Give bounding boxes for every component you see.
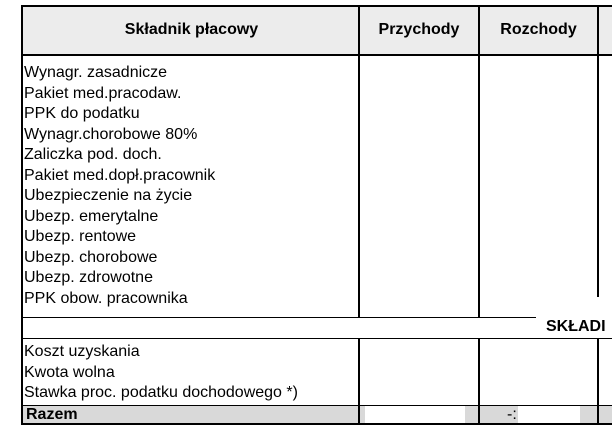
items-list: [24, 63, 215, 309]
header-extra: [599, 5, 612, 56]
total-label: Razem: [26, 406, 78, 423]
total-expense-value: -:: [507, 406, 517, 423]
list-item: Pakiet med.dopł.pracownik: [24, 166, 216, 184]
col-sep-3-top: [597, 5, 599, 297]
list-item: PPK obow. pracownika: [24, 289, 188, 307]
total-sep-1: [358, 405, 360, 425]
list-item: Zaliczka pod. doch.: [24, 146, 162, 163]
col-sep-3-bottom: [597, 338, 599, 406]
list-item: Wynagr.chorobowe 80%: [24, 125, 198, 143]
col-sep-1-top: [358, 5, 360, 317]
list-item: Wynagr. zasadnicze: [24, 64, 168, 81]
total-sep-3: [597, 405, 599, 425]
list-item: Ubezp. chorobowe: [24, 248, 158, 266]
header-income: [360, 5, 478, 56]
redaction-expense: [518, 406, 580, 423]
bottom-border: [21, 423, 612, 425]
total-sep-2: [478, 405, 480, 425]
list-item: Pakiet med.pracodaw.: [24, 84, 182, 102]
list-item: Ubezp. emerytalne: [24, 207, 159, 225]
tax-items-list: [24, 342, 298, 404]
col-sep-2-top: [478, 5, 480, 317]
list-item: Ubezp. rentowe: [24, 228, 137, 245]
list-item: Ubezpieczenie na życie: [24, 187, 193, 204]
header-component: [23, 5, 360, 56]
list-item: Koszt uzyskania: [24, 343, 140, 360]
col-sep-1-bottom: [358, 338, 360, 406]
col-sep-2-bottom: [478, 338, 480, 406]
list-item: Kwota wolna: [24, 363, 115, 381]
header-expense-label: Rozchody: [500, 20, 577, 38]
redaction-income: [365, 406, 465, 423]
section-title: SKŁADI: [546, 318, 606, 335]
section-bottom-line: [21, 338, 612, 339]
top-border: [21, 5, 612, 7]
list-item: Stawka proc. podatku dochodowego *): [24, 384, 298, 401]
left-border: [21, 5, 23, 425]
header-income-label: Przychody: [378, 20, 460, 38]
section-top-line: [21, 317, 536, 318]
header-bottom-border: [21, 54, 612, 56]
list-item: Ubezp. zdrowotne: [24, 269, 153, 286]
list-item: PPK do podatku: [24, 105, 140, 122]
header-expense: [480, 5, 597, 56]
header-component-label: Składnik płacowy: [124, 20, 259, 38]
